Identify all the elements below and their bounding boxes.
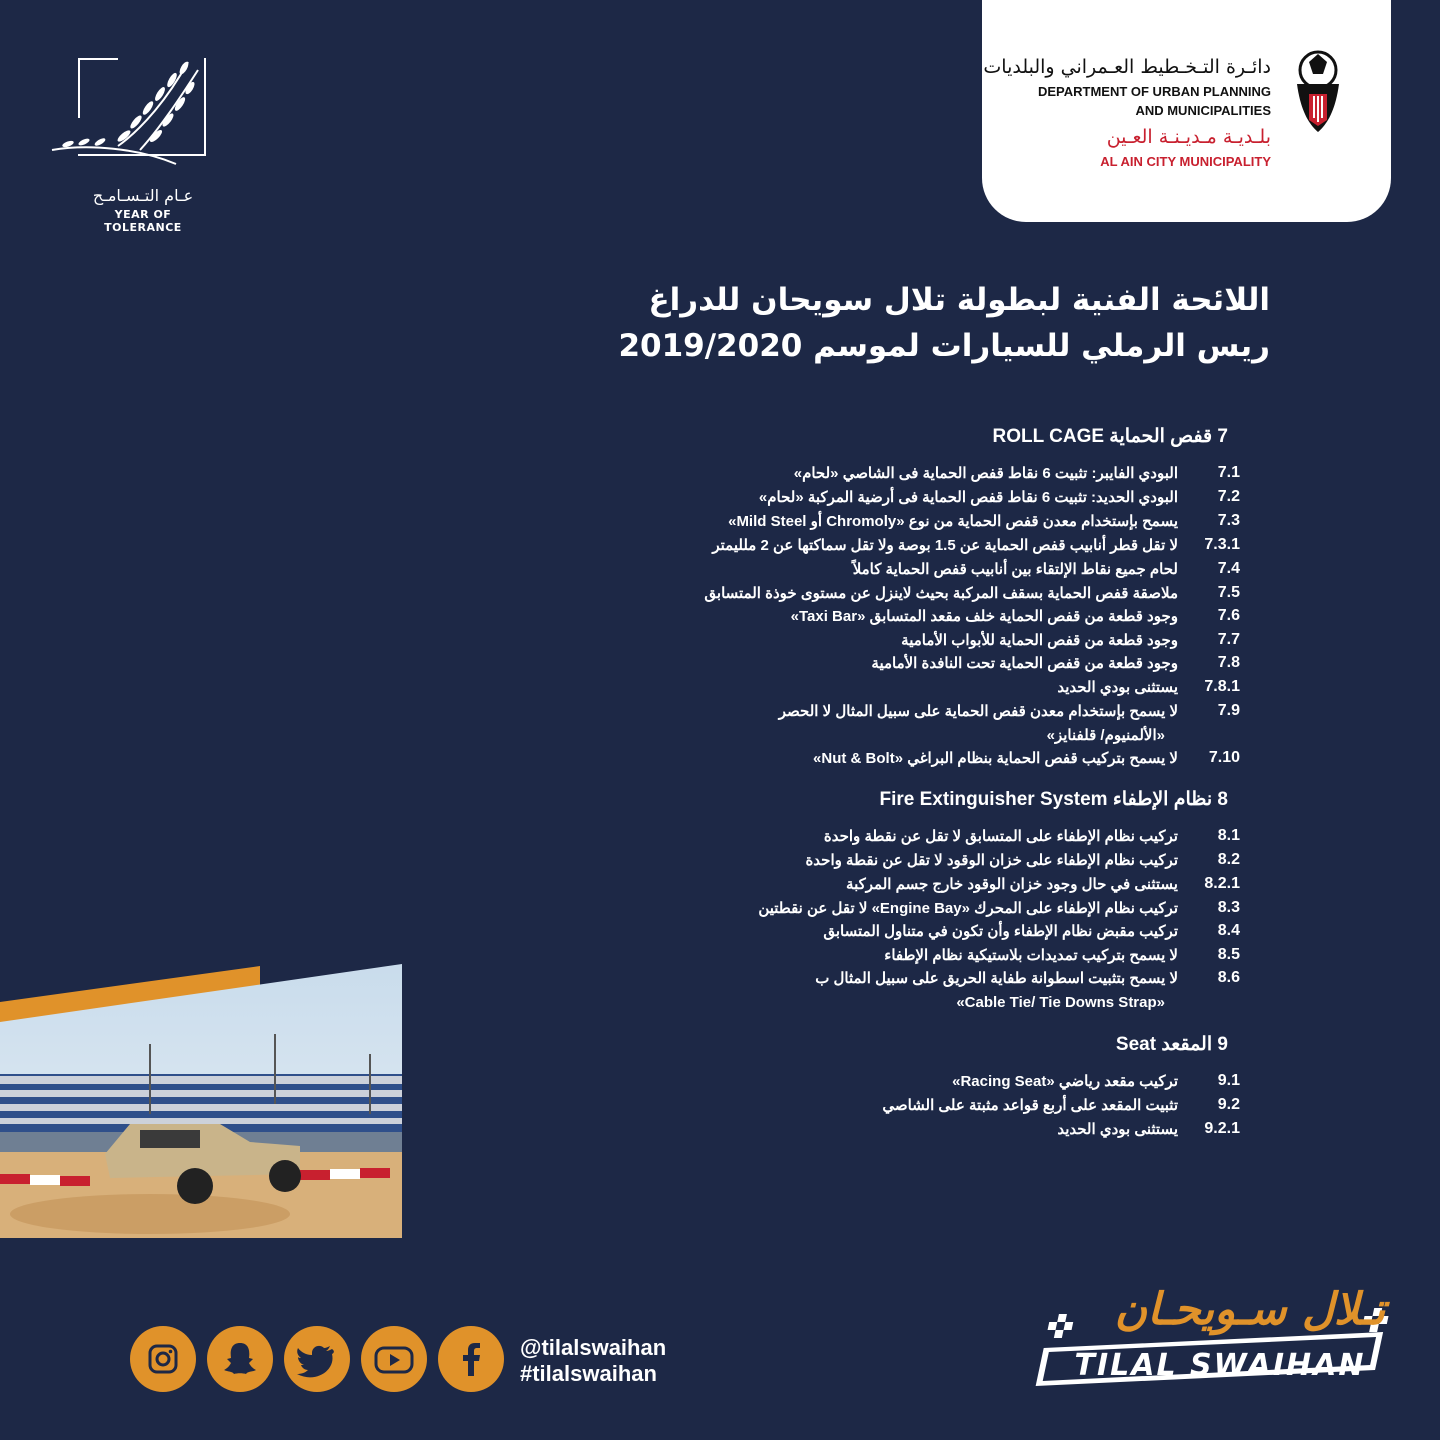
item-number: 7.8 <box>1217 654 1240 671</box>
item-text: تركيب نظام الإطفاء على المتسابق لا تقل عن نقطة واحدة <box>823 828 1178 845</box>
brand-english: TILAL SWAIHAN <box>1074 1348 1366 1383</box>
tilal-swaihan-brand-mark <box>1020 1262 1400 1392</box>
list-item <box>813 749 1240 767</box>
municipality-dept-arabic: دائـرة التـخـطيط العـمراني والبلديات <box>983 56 1271 78</box>
municipality-dept-english-2: AND MUNICIPALITIES <box>1135 103 1271 118</box>
race-photo <box>0 964 402 1238</box>
checkered-flag-left <box>1046 1314 1075 1338</box>
item-text: يسمح بإستخدام معدن قفص الحماية من نوع «Chromoly أو Mild Steel» <box>728 513 1178 530</box>
list-item <box>704 584 1240 602</box>
twitter-button[interactable] <box>284 1326 350 1392</box>
tolerance-english: YEAR OF TOLERANCE <box>104 208 182 234</box>
page-title-line-1: اللائحة الفنية لبطولة تلال سويحان للدراغ <box>648 282 1270 318</box>
item-number: 7.10 <box>1208 749 1240 766</box>
list-item <box>952 1072 1240 1090</box>
list-item <box>728 512 1240 530</box>
list-item-continuation: «Cable Tie/ Tie Downs Strap» <box>956 994 1165 1011</box>
list-item <box>1057 678 1240 696</box>
item-text: تركيب مقبض نظام الإطفاء وأن تكون في متناول المتسابق <box>823 923 1178 940</box>
item-text: لا تقل قطر أنابيب قفص الحماية عن 1.5 بوصة ولا تقل سماكتها عن 2 ملليمتر <box>712 537 1178 554</box>
list-item <box>852 560 1240 578</box>
item-text: يستثنى بودي الحديد <box>1057 1121 1178 1138</box>
item-text: تثبيت المقعد على أربع قواعد مثبتة على الشاصي <box>882 1097 1178 1114</box>
snapchat-icon <box>207 1326 273 1392</box>
list-item <box>793 464 1240 482</box>
tolerance-arabic: عـام التـسـامـح <box>92 186 194 205</box>
item-number: 7.9 <box>1217 702 1240 719</box>
social-handle[interactable]: @tilalswaihan <box>520 1335 667 1360</box>
item-number: 8.2 <box>1217 851 1240 868</box>
item-text: لحام جميع نقاط الإلتقاء بين أنابيب قفص الحماية كاملاً <box>852 561 1178 578</box>
section-roll-cage-heading: 7 قفص الحماية ROLL CAGE <box>992 426 1228 447</box>
item-number: 8.3 <box>1217 899 1240 916</box>
list-item <box>712 536 1240 554</box>
item-number: 8.5 <box>1217 946 1240 963</box>
item-number: 7.3 <box>1217 512 1240 529</box>
item-text: يستثنى في حال وجود خزان الوقود خارج جسم المركبة <box>846 876 1178 893</box>
facebook-button[interactable] <box>438 1326 504 1392</box>
item-text: تركيب نظام الإطفاء على خزان الوقود لا تقل عن نقطة واحدة <box>805 852 1178 869</box>
item-number: 9.2.1 <box>1204 1120 1240 1137</box>
list-item <box>882 1096 1240 1114</box>
year-of-tolerance-logo <box>48 58 208 234</box>
item-number: 9.1 <box>1217 1072 1240 1089</box>
list-item <box>815 969 1240 987</box>
list-item <box>901 631 1240 649</box>
twitter-icon <box>284 1326 350 1392</box>
item-text: وجود قطعة من قفص الحماية تحت النافدة الأمامية <box>871 655 1178 672</box>
item-number: 8.4 <box>1217 922 1240 939</box>
page-title-line-2: ريس الرملي للسيارات لموسم 2019/2020 <box>618 328 1270 364</box>
item-number: 8.1 <box>1217 827 1240 844</box>
item-text: يستثنى بودي الحديد <box>1057 679 1178 696</box>
youtube-button[interactable] <box>361 1326 427 1392</box>
item-text: وجود قطعة من قفص الحماية للأبواب الأمامية <box>901 632 1178 649</box>
list-item <box>846 875 1240 893</box>
municipality-dept-english-1: DEPARTMENT OF URBAN PLANNING <box>1037 84 1271 99</box>
list-item <box>758 488 1240 506</box>
municipality-city-english: AL AIN CITY MUNICIPALITY <box>1100 154 1271 169</box>
youtube-icon <box>361 1326 427 1392</box>
item-number: 7.2 <box>1217 488 1240 505</box>
item-text: لا يسمح بإستخدام معدن قفص الحماية على سبيل المثال لا الحصر <box>778 703 1178 720</box>
item-text: البودي الفايبر: تثبيت 6 نقاط قفص الحماية فى الشاصي «لحام» <box>793 465 1178 482</box>
item-number: 7.3.1 <box>1204 536 1240 553</box>
falcon-emblem-icon <box>1287 44 1349 136</box>
ghaf-leaf-icon <box>48 58 218 188</box>
item-text: لا يسمح بتركيب قفص الحماية بنظام البراغي «Nut & Bolt» <box>813 750 1178 767</box>
instagram-button[interactable] <box>130 1326 196 1392</box>
list-item <box>778 702 1240 720</box>
list-item <box>1057 1120 1240 1138</box>
list-item <box>871 654 1240 672</box>
item-number: 7.8.1 <box>1204 678 1240 695</box>
list-item-continuation: «الألمنيوم/ قلفنايز» <box>1046 727 1165 744</box>
list-item <box>758 899 1240 917</box>
tilal-swaihan-logo <box>1020 1262 1400 1392</box>
item-text: تركيب مقعد رياضي «Racing Seat» <box>952 1073 1178 1090</box>
item-number: 7.7 <box>1217 631 1240 648</box>
social-hashtag[interactable]: #tilalswaihan <box>520 1361 657 1386</box>
instagram-icon <box>130 1326 196 1392</box>
item-text: البودي الحديد: تثبيت 6 نقاط قفص الحماية فى أرضية المركبة «لحام» <box>758 489 1178 506</box>
item-text: تركيب نظام الإطفاء على المحرك «Engine Bay» لا تقل عن نقطتين <box>758 900 1178 917</box>
list-item <box>805 851 1240 869</box>
municipality-card <box>982 0 1391 222</box>
list-item <box>823 922 1240 940</box>
item-number: 8.6 <box>1217 969 1240 986</box>
municipality-city-arabic: بلـديـة مـديـنـة العـين <box>1106 126 1271 148</box>
item-text: لا يسمح بتثبيت اسطوانة طفاية الحريق على سبيل المثال ب <box>815 970 1178 987</box>
list-item <box>790 607 1240 625</box>
item-text: لا يسمح بتركيب تمديدات بلاستيكية نظام الإطفاء <box>884 947 1178 964</box>
list-item <box>823 827 1240 845</box>
section-seat-heading: 9 المقعد Seat <box>1115 1034 1228 1055</box>
section-fire-extinguisher-heading: 8 نظام الإطفاء Fire Extinguisher System <box>879 789 1228 810</box>
item-number: 7.1 <box>1217 464 1240 481</box>
list-item <box>884 946 1240 964</box>
brand-arabic: تـلال سـويحـان <box>1114 1284 1386 1335</box>
item-number: 7.5 <box>1217 584 1240 601</box>
item-text: ملاصقة قفص الحماية بسقف المركبة بحيث لاينزل عن مستوى خوذة المتسابق <box>704 585 1178 602</box>
item-number: 8.2.1 <box>1204 875 1240 892</box>
item-number: 7.4 <box>1217 560 1240 577</box>
item-text: وجود قطعة من قفص الحماية خلف مقعد المتسابق «Taxi Bar» <box>790 608 1178 625</box>
item-number: 7.6 <box>1217 607 1240 624</box>
snapchat-button[interactable] <box>207 1326 273 1392</box>
item-number: 9.2 <box>1217 1096 1240 1113</box>
facebook-icon <box>438 1326 504 1392</box>
